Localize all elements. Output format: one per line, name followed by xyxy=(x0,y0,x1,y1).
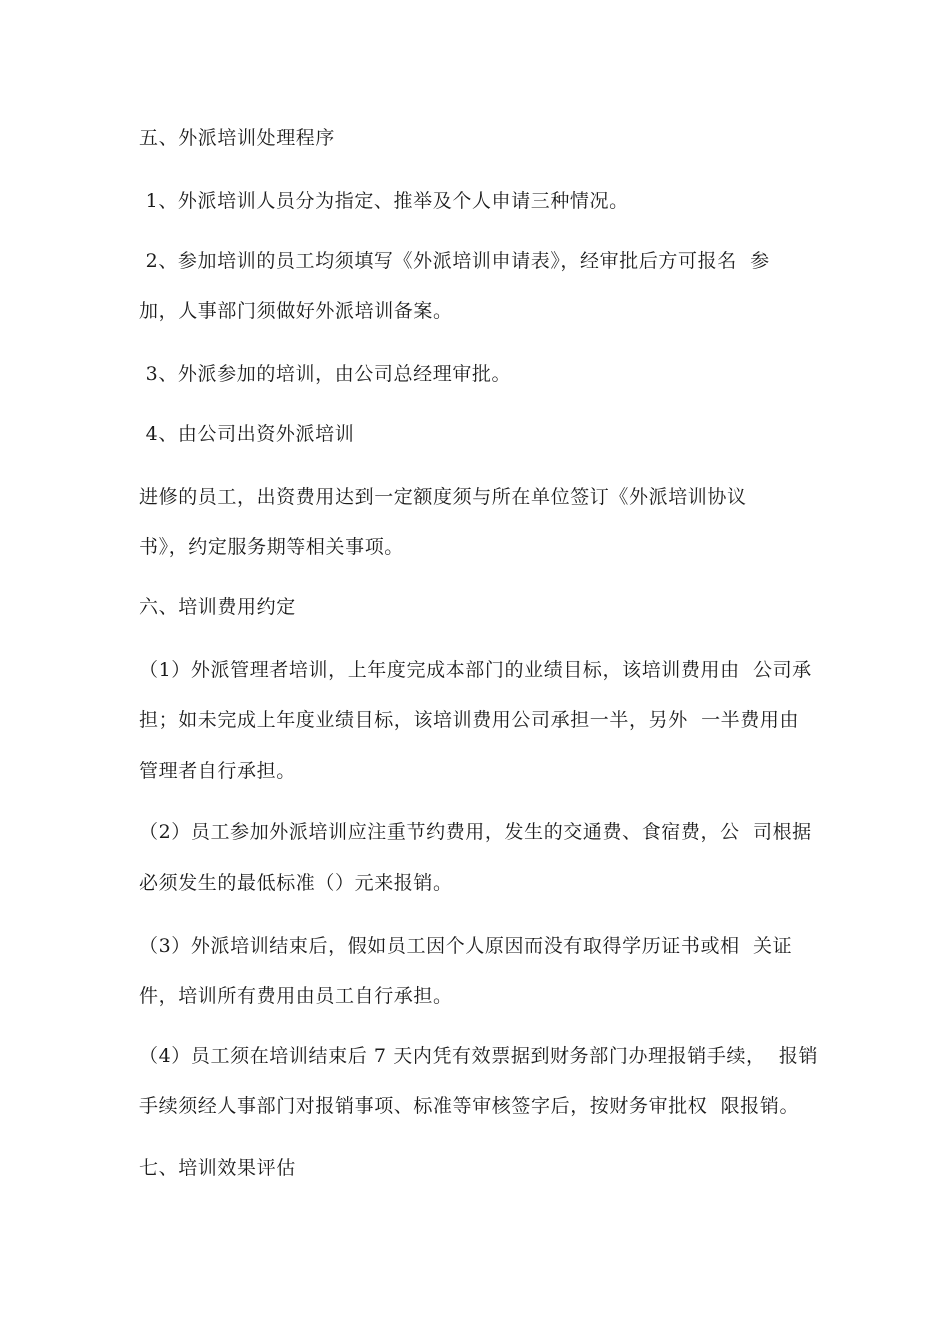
paragraph-line: 管理者自行承担。 xyxy=(139,760,296,782)
paragraph-line: 2、参加培训的员工均须填写《外派培训申请表》，经审批后方可报名 参 xyxy=(139,250,770,272)
paragraph-line: 1、外派培训人员分为指定、推举及个人申请三种情况。 xyxy=(139,190,629,212)
paragraph-line: （1）外派管理者培训，上年度完成本部门的业绩目标，该培训费用由 公司承 xyxy=(139,659,812,681)
section-heading-5: 五、外派培训处理程序 xyxy=(139,127,336,149)
paragraph-line: （3）外派培训结束后，假如员工因个人原因而没有取得学历证书或相 关证 xyxy=(139,935,793,957)
paragraph-line: 进修的员工，出资费用达到一定额度须与所在单位签订《外派培训协议 xyxy=(139,486,747,508)
paragraph-line: （4）员工须在培训结束后 7 天内凭有效票据到财务部门办理报销手续， 报销 xyxy=(139,1045,819,1067)
paragraph-line: 3、外派参加的培训，由公司总经理审批。 xyxy=(139,363,512,385)
paragraph-line: （2）员工参加外派培训应注重节约费用，发生的交通费、食宿费，公 司根据 xyxy=(139,821,812,843)
paragraph-line: 件，培训所有费用由员工自行承担。 xyxy=(139,985,453,1007)
section-heading-7: 七、培训效果评估 xyxy=(139,1157,296,1179)
paragraph-line: 必须发生的最低标准（）元来报销。 xyxy=(139,872,453,894)
paragraph-line: 加，人事部门须做好外派培训备案。 xyxy=(139,300,453,322)
paragraph-line: 担；如未完成上年度业绩目标，该培训费用公司承担一半，另外 一半费用由 xyxy=(139,709,800,731)
paragraph-line: 4、由公司出资外派培训 xyxy=(139,423,355,445)
section-heading-6: 六、培训费用约定 xyxy=(139,596,296,618)
paragraph-line: 手续须经人事部门对报销事项、标准等审核签字后，按财务审批权 限报销。 xyxy=(139,1095,800,1117)
paragraph-line: 书》，约定服务期等相关事项。 xyxy=(139,536,404,558)
